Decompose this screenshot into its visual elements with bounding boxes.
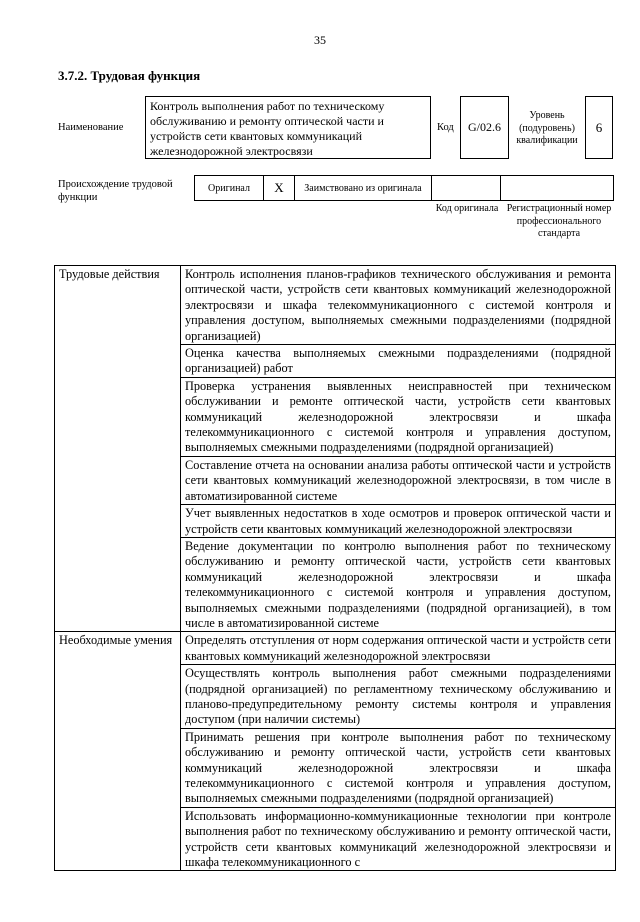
section-item: Принимать решения при контроле выполнения работ по техническому обслуживанию и ремонту оптической части, устройств сети квантовых коммуникаций железнодорожной электросвязи и шкафа телекоммуникационного с системой контроля и управления доступом, выполняемых смежными подразделениями (подрядной организацией) <box>181 728 616 807</box>
page-number: 35 <box>314 33 326 47</box>
main-table <box>54 265 616 871</box>
table-row <box>55 266 616 345</box>
section-category: Необходимые умения <box>55 632 181 871</box>
section-item: Контроль исполнения планов-графиков технического обслуживания и ремонта оптической части, устройств сети квантовых коммуникаций железнодорожной электросвязи и шкафа телекоммуникационного с системой контроля и управления доступом, выполняемых смежными подразделениями (подрядной организацией) <box>181 266 616 345</box>
origin-label: Происхождение трудовой функции <box>58 179 173 203</box>
function-name-box: Контроль выполнения работ по техническому обслуживанию и ремонту оптической части и устройств сети квантовых коммуникаций железнодорожной электросвязи <box>145 96 431 159</box>
level-value-box: 6 <box>585 96 613 159</box>
section-item: Осуществлять контроль выполнения работ смежными подразделениями (подрядной организацией) по регламентному техническому обслуживанию и планово-предупредительному ремонту системы контроля и управления доступом (при наличии системы) <box>181 665 616 729</box>
origin-table <box>194 175 614 201</box>
origin-code-cell <box>432 176 501 201</box>
section-item: Ведение документации по контролю выполнения работ по техническому обслуживанию и ремонту оптической части, устройств сети квантовых коммуникаций железнодорожной электросвязи и шкафа телекоммуникационного с системой контроля и управления доступом, выполняемых смежными подразделениями (подрядной организацией), в том числе в автоматизированной системе <box>181 537 616 631</box>
section-item: Использовать информационно-коммуникационные технологии при контроле выполнения работ по техническому обслуживанию и ремонту оптической части, устройств сети квантовых коммуникаций железнодорожной электросвязи и шкафа телекоммуникационного с <box>181 807 616 871</box>
origin-borrowed-cell: Заимствовано из оригинала <box>295 176 432 201</box>
section-title: 3.7.2. Трудовая функция <box>58 68 201 83</box>
section-item: Составление отчета на основании анализа работы оптической части и устройств сети квантовых коммуникаций железнодорожной электросвязи, в том числе в автоматизированной системе <box>181 456 616 504</box>
level-label: Уровень (подуровень) квалификации <box>516 110 578 146</box>
section-item: Определять отступления от норм содержания оптической части и устройств сети квантовых коммуникаций железнодорожной электросвязи <box>181 632 616 665</box>
origin-mark-cell: X <box>264 176 295 201</box>
section-item: Оценка качества выполняемых смежными подразделениями (подрядной организацией) работ <box>181 345 616 378</box>
name-label: Наименование <box>58 122 124 133</box>
table-row <box>55 632 616 665</box>
section-item: Учет выявленных недостатков в ходе осмотров и проверок оптической части и устройств сети квантовых коммуникаций железнодорожной электросвязи <box>181 505 616 538</box>
code-value-box: G/02.6 <box>460 96 509 159</box>
origin-original-cell: Оригинал <box>195 176 264 201</box>
section-item: Проверка устранения выявленных неисправностей при техническом обслуживании и ремонте оптической части, устройств сети квантовых коммуникаций железнодорожной электросвязи и шкафа телекоммуникационного с системой контроля и управления доступом, выполняемых смежными подразделениями (подрядной организацией) <box>181 377 616 456</box>
origin-reg-cell <box>501 176 614 201</box>
code-label: Код <box>437 122 454 133</box>
section-category: Трудовые действия <box>55 266 181 632</box>
reg-number-caption: Регистрационный номер профессионального стандарта <box>506 203 612 239</box>
code-original-caption: Код оригинала <box>435 203 499 214</box>
